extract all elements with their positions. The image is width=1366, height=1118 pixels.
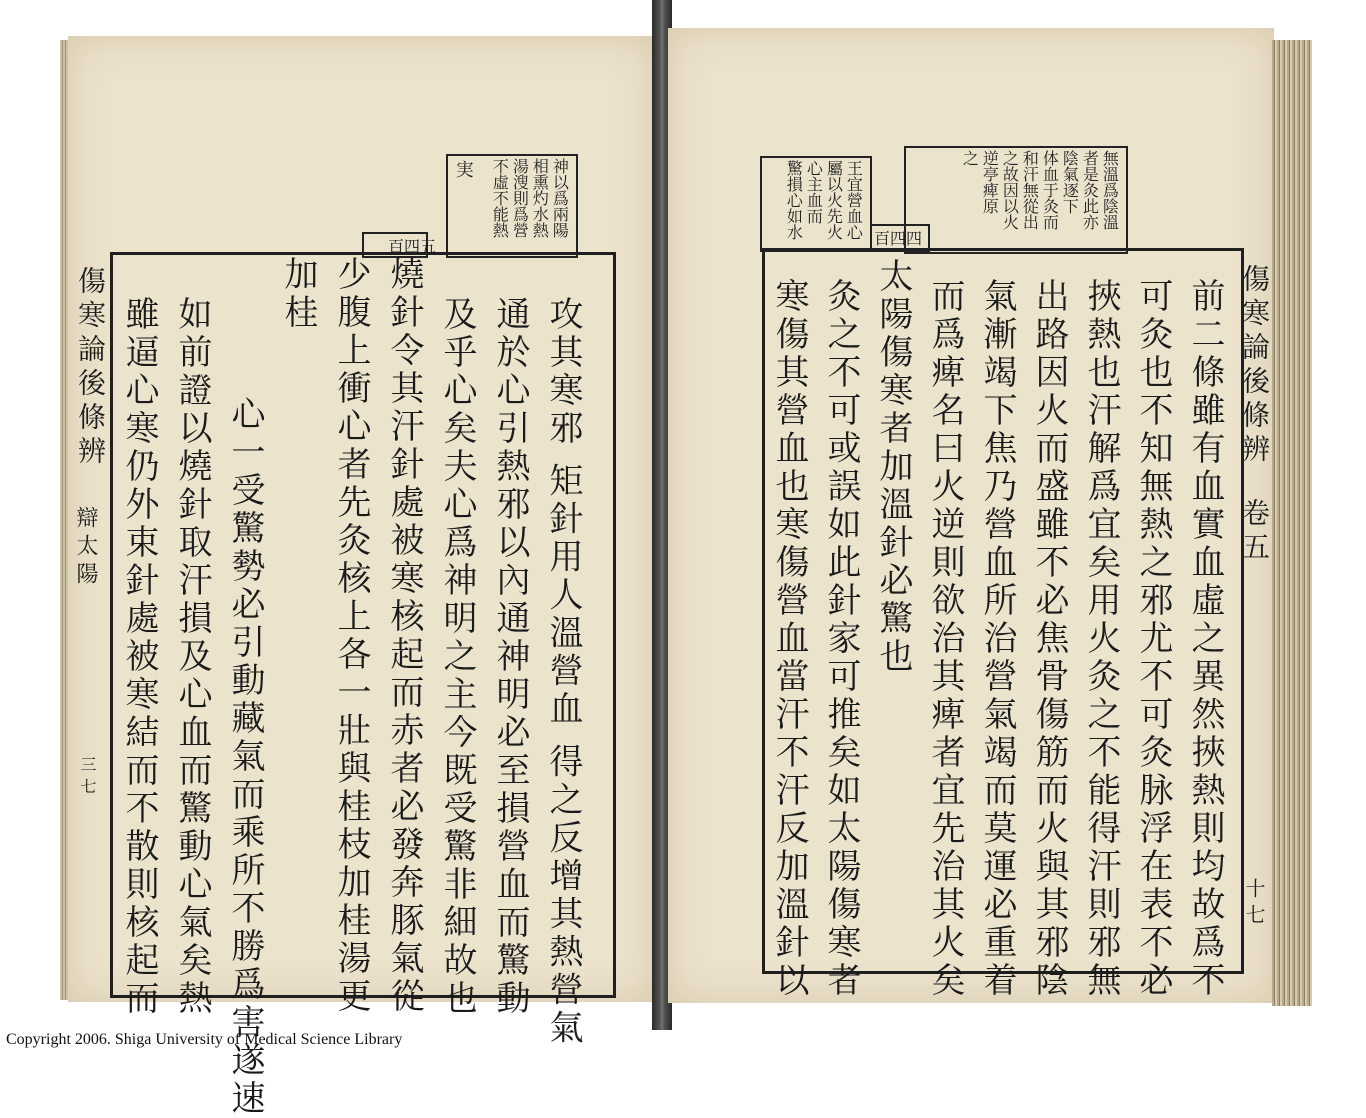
right-page-volume: 卷五	[1238, 498, 1271, 566]
right-page-title: 傷寒論後條辨	[1238, 264, 1271, 468]
right-page-folio: 十七	[1242, 878, 1266, 930]
left-head-note-2: 相熏灼水熱	[530, 158, 550, 238]
left-col-9: 雖逼心寒仍外束針處被寒結而不散則核起而	[119, 296, 159, 1018]
right-head-note-a5: 和汗無從出	[1020, 150, 1040, 230]
right-col-8: 灸之不可或誤如此針家可推矣如太陽傷寒者	[821, 278, 861, 1000]
left-page-folio: 三七	[78, 756, 97, 800]
right-head-note-a2: 者是灸此亦	[1080, 150, 1100, 230]
left-col-6: 加桂	[278, 256, 318, 332]
right-col-2: 可灸也不知無熱之邪尤不可灸脉浮在表不必	[1133, 278, 1173, 1000]
right-head-note-b4: 驚損心如水	[784, 160, 804, 240]
right-col-1: 前二條雖有血實血虛之異然挾熱則均故爲不	[1185, 278, 1225, 1000]
right-head-note-a6: 之故因以火	[1000, 150, 1020, 230]
left-col-8: 如前證以燒針取汗損及心血而驚動心氣矣熱	[172, 296, 212, 1018]
left-head-note-end: 実	[452, 160, 474, 178]
left-col-2: 通於心引熱邪以內通神明必至損營血而驚動	[490, 296, 530, 1018]
right-col-5: 氣漸竭下焦乃營血所治營氣竭而莫運必重着	[977, 278, 1017, 1000]
right-page	[668, 28, 1274, 1003]
left-head-note-3: 湯溲則爲營	[510, 158, 530, 238]
right-head-note-b3: 心主血而	[804, 160, 824, 224]
right-col-7: 太陽傷寒者加溫針必驚也	[873, 258, 913, 676]
right-head-note-b2: 屬以火先火	[824, 160, 844, 240]
left-col-7: 心一受驚勢必引動藏氣而乘所不勝爲害遂速	[225, 396, 265, 1118]
right-head-note-a7: 逆亭痺原	[980, 150, 1000, 214]
left-page-section: 辯太陽	[73, 506, 98, 590]
right-head-note-a8: 之	[960, 150, 980, 166]
left-col-1: 攻其寒邪 矩針用人溫營血 得之反增其熱營氣	[543, 296, 583, 1048]
right-col-6: 而爲痺名曰火逆則欲治其痺者宜先治其火矣	[925, 278, 965, 1000]
right-col-9: 寒傷其營血也寒傷營血當汗不汗反加溫針以	[769, 278, 809, 1000]
left-col-3: 及乎心矣夫心爲神明之主今既受驚非細故也	[437, 296, 477, 1018]
copyright-notice: Copyright 2006. Shiga University of Medical Science Library	[6, 1031, 403, 1048]
left-head-note-1: 神以爲兩陽	[550, 158, 570, 238]
right-head-note-b1: 王宜營血心	[844, 160, 864, 240]
right-item-number: 百四四	[874, 229, 923, 248]
right-col-4: 出路因火而盛雖不必焦骨傷筋而火與其邪陰	[1029, 278, 1069, 1000]
page-stack-right	[1272, 40, 1312, 1006]
right-head-note-a4: 体血于灸而	[1040, 150, 1060, 230]
right-head-note-a1: 無溫爲陰溫	[1100, 150, 1120, 230]
left-item-number: 百四五	[388, 237, 437, 256]
left-col-5: 少腹上衝心者先灸核上各一壯與桂枝加桂湯更	[331, 256, 371, 1016]
left-head-note-4: 不虛不能熱	[490, 158, 510, 238]
left-page-title: 傷寒論後條辨	[74, 266, 107, 470]
right-col-3: 挾熱也汗解爲宜矣用火灸之不能得汗則邪無	[1081, 278, 1121, 1000]
left-col-4: 燒針令其汗針處被寒核起而赤者必發奔豚氣從	[384, 256, 424, 1016]
right-head-note-a3: 陰氣逐下	[1060, 150, 1080, 214]
